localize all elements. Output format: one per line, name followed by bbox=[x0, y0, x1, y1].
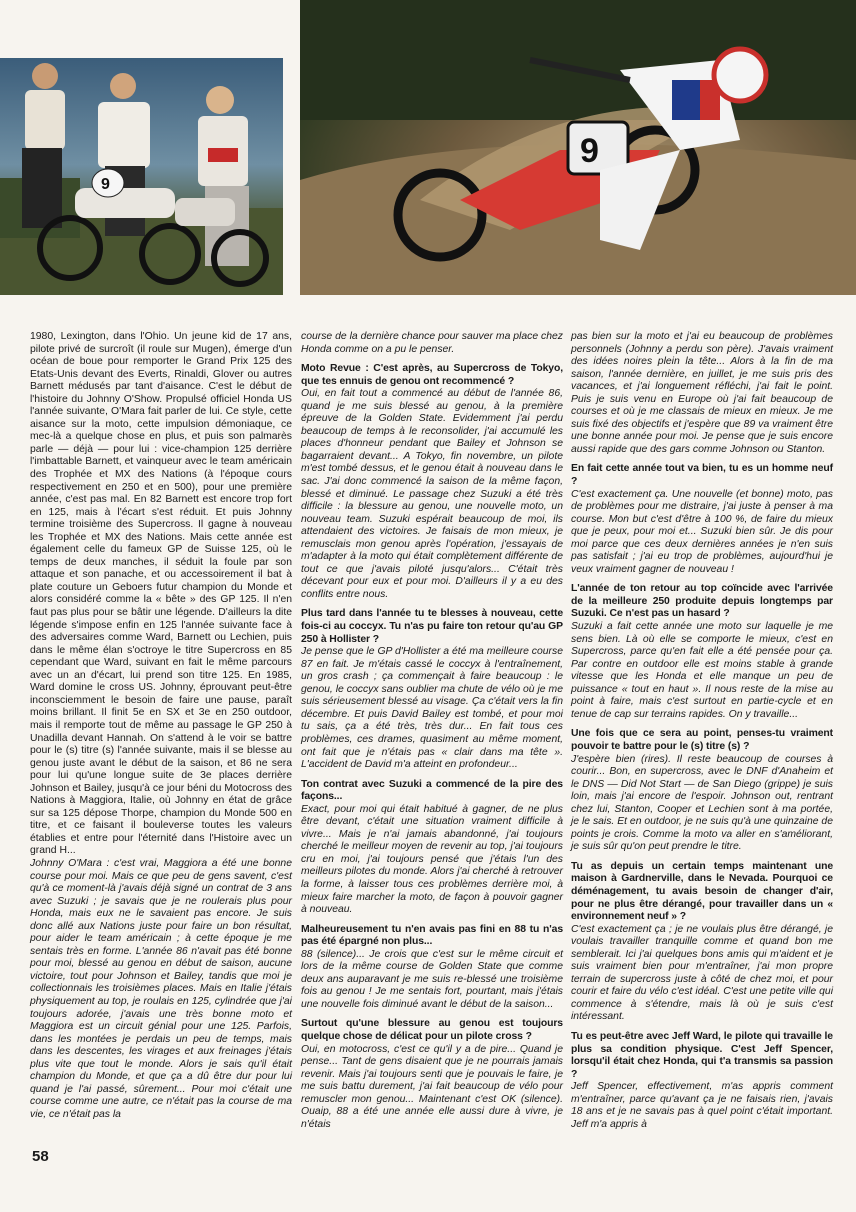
answer-text: 88 (silence)... Je crois que c'est sur le même circuit et lors de la même course de Golden State que comme deux ans auparavant je me suis re-blessé une troisième fois au genou ! Je me sentais fort, pourtant, mais j'étais une nouvelle fois diminué avant le début de la saison... bbox=[301, 948, 563, 1010]
article-column-1 bbox=[30, 331, 292, 1121]
question-text: Plus tard dans l'année tu te blesses à nouveau, cette fois-ci au coccyx. Tu n'as pu faire ton retour qu'au GP 250 à Hollister ? bbox=[301, 608, 563, 645]
article-column-2 bbox=[301, 331, 563, 1131]
rider-action-photo bbox=[300, 0, 856, 295]
question-text: L'année de ton retour au top coïncide avec l'arrivée de la meilleure 250 produite depuis longtemps par Suzuki. Ce n'est pas un hasard ? bbox=[571, 583, 833, 620]
answer-text: Jeff Spencer, effectivement, m'as appris comment m'entraîner, parce qu'avant ça je ne faisais rien, j'avais 18 ans et je ne savais pas à quel point c'était important. Jeff m'a appris à bbox=[571, 1081, 833, 1130]
svg-text:9: 9 bbox=[101, 176, 110, 193]
question-text: Surtout qu'une blessure au genou est toujours quelque chose de délicat pour un pilote cross ? bbox=[301, 1018, 563, 1042]
question-text: Malheureusement tu n'en avais pas fini en 88 tu n'as pas été épargné non plus... bbox=[301, 923, 563, 948]
answer-text: pas bien sur la moto et j'ai eu beaucoup de problèmes personnels (Johnny a perdu son père). J'avais vraiment des idées noires plein la tête... Alors à la fin de ma saison, l'année dernière, en juillet, je me suis pris des vacances, et j'ai longuement réfléchi, j'ai fait le point. Puis je suis venu en Europe où j'ai fait beaucoup de courses et où je me classais de mieux en mieux. Je me suis fixé des objectifs et j'espère que 89 va vraiment être une bonne année pour moi. Je pense que je suis encore aussi rapide que des gars comme Johnson ou Stanton. bbox=[571, 331, 833, 455]
question-text: Tu as depuis un certain temps maintenant une maison à Gardnerville, dans le Nevada. Pourquoi ce déménagement, tu avais besoin de changer d'air, pour ne plus être dérangé, pour travailler dans un « environnement neuf » ? bbox=[571, 860, 833, 923]
answer-text: C'est exactement ça ; je ne voulais plus être dérangé, je voulais travailler tranquille comme et quand bon me semblerait. Ici j'ai quelques bons amis qui m'aident et je suis vraiment bien pour m'entraîner, j'ai mon propre terrain de supercross juste à côté de chez moi, et pour courir et faire du vélo c'est idéal. C'est une petite ville qui commence à s'étendre, mais là où je suis c'est intéressant. bbox=[571, 923, 833, 1023]
question-text: Tu es peut-être avec Jeff Ward, le pilote qui travaille le plus sa condition physique. C'est Jeff Spencer, lorsqu'il était chez Honda, qui t'a transmis sa passion ? bbox=[571, 1030, 833, 1080]
answer-text: Exact, pour moi qui était habitué à gagner, de ne plus être devant, c'était une situation vraiment difficile à vivre... Mais je n'ai jamais abandonné, j'ai toujours cherché le meilleur moyen de revenir au top, j'ai toujours cru en moi, j'ai toujours pensé que j'étais l'un des meilleurs pilotes du monde. Alors j'ai cherché à retrouver la forme, à laisser tous ces problèmes derrière moi, à mieux faire marcher la moto, de façon à pouvoir gagner à nouveau. bbox=[301, 803, 563, 916]
article-column-3 bbox=[571, 331, 833, 1131]
answer-text: Oui, en fait tout a commencé au début de l'année 86, quand je me suis blessé au genou, à la première épreuve de la Golden State. Evidemment j'ai perdu beaucoup de temps à le reconsolider, j'ai accumulé les places d'honneur pendant que Bailey et Johnson se bagarraient devant... A Tokyo, fin novembre, un pilote m'est tombé dessus, et le genou était à nouveau dans le sac. J'ai donc commencé la saison de la même façon, blessé et diminué. Le passage chez Suzuki a été très difficile : la blessure au genou, une nouvelle moto, un nouveau team. Suzuki espérait beaucoup de moi, ils attendaient des victoires. Je faisais de mon mieux, je remusclais mon genou après l'opération, j'essayais de m'adapter à la moto qui était complètement différente de tout ce que j'avais piloté jusqu'alors... C'était très décevant pour eux et pour moi. D'ailleurs il y a eu des conflits entre nous. bbox=[301, 388, 563, 600]
rider-action-photo-art bbox=[300, 0, 856, 295]
answer-text: Oui, en motocross, c'est ce qu'il y a de pire... Quand je pense... Tant de gens disaient que je ne pourrais jamais revenir. Mais j'ai toujours senti que je pouvais le faire, je me suis battu durement, j'ai fait beaucoup de vélo pour remuscler mon genou... Maintenant c'est OK (silence). Ouaip, 88 a été une année elle aussi dure à vivre, je n'étais bbox=[301, 1043, 563, 1130]
answer-text: Je pense que le GP d'Hollister a été ma meilleure course 87 en fait. Je m'étais cassé le coccyx à l'entraînement, un gros crash ; ça commençait à faire beaucoup : le genou, le coccyx sans oublier ma chute de vélo où je me suis sérieusement blessé au visage. Ça c'était vers la fin décembre. Et puis David Bailey est tombé, et pour moi tu sais, ça a été très, très dur... En fait tous ces problèmes, ces drames, quasiment au même moment, ont fait que je n'étais pas « clair dans ma tête ». L'accident de David m'a atteint en profondeur... bbox=[301, 646, 563, 771]
answer-text: course de la dernière chance pour sauver ma place chez Honda comme on a pu le penser. bbox=[301, 331, 563, 355]
question-text: Une fois que ce sera au point, penses-tu vraiment pouvoir te battre pour le (s) titre (s) ? bbox=[571, 728, 833, 752]
answer-text: Johnny O'Mara : c'est vrai, Maggiora a été une bonne course pour moi. Mais ce que peu de gens savent, c'est qu'à ce moment-là j'avais déjà signé un contrat de 3 ans avec Suzuki ; je savais que je ne roulerais plus pour Honda, mais eux ne le savaient pas encore. Je suis donc allé aux Nations juste pour faire un bon résultat, pour aider le team américain ; à cette époque je me sentais très en forme. L'année 86 n'avait pas été bonne pour moi, blessé au genou en début de saison, aucune victoire, tout pour Johnson et Bailey, tandis que moi je collectionnais les troisièmes places. Mais en Italie j'étais physiquement au top, je roulais en 125, cylindrée que j'ai toujours adorée, j'avais une très bonne moto et Maggiora est un circuit génial pour une 125. Parfois, dans les montées je perdais un peu de temps, mais dans les descentes, les virages et aux freinages j'étais plus vite que tout le monde. Alors je sais qu'il était champion du Monde, et que ça a dû être dur pour lui quand je l'ai passé, sûrement... Pour moi c'était une course comme une autre, ce n'était pas la course de ma vie, ce n'était pas la bbox=[30, 857, 292, 1120]
answer-text: J'espère bien (rires). Il reste beaucoup de courses à courir... Bon, en supercross, avec le DNF d'Anaheim et le DNS — Did Not Start — de San Diego (grippe) je suis loin, mais j'ai encore de l'espoir. Johnson out, rentrant chez lui, Stanton, Cooper et Lechien sont à ma portée, je le sais. Et en outdoor, je ne suis qu'à une quinzaine de points je crois. Comme la moto va aller en s'améliorant, je suis sûr qu'on peut prendre le titre. bbox=[571, 753, 833, 853]
riders-group-photo-art bbox=[0, 58, 283, 295]
intro-paragraph: 1980, Lexington, dans l'Ohio. Un jeune kid de 17 ans, pilote privé de surcroît (il roule sur Mugen), émerge d'un océan de boue pour remporter le Grand Prix 125 des Etats-Unis devant des Everts, Rinaldi, Glover ou autres Barnett médusés par tant d'aisance. C'est le début de l'histoire du Johnny O'Show. Propulsé officiel Honda US l'année suivante, O'Mara fait parler de lui. Ce style, cette aisance sur la moto, cette impulsion démoniaque, ce mec-là a quelque chose en plus, et puis son palmarès parle — déjà — pour lui : vice-champion 125 derrière l'imbattable Barnett, et vainqueur avec le team américain des Trophée et MX des Nations (à l'époque cours respectivement en 250 et en 500), pour une première année, c'est pas mal. En 82 Barnett est encore trop fort en 125, mais à l'écart s'est réduit. Et puis Johnny termine troisième des Supercross. Il gagne à nouveau les Trophée et MX des Nations. Mais cette année est également celle du fameux GP de Suisse 125, où le temps de deux manches, il séduit la foule par son attaque et son panache, et ou accessoirement il bat à plate couture un Geboers futur champion du Monde et alors considéré comme la « bête » des GP 125. Il n'en faut pas plus pour se bâtir une légende. D'ailleurs la dite légende s'impose enfin en 125 l'année suivante face à des adversaires comme Ward, Barnett ou Lechien, puis dans le même élan s'octroye le titre Supercross en 85 cependant que Ward, suivant en fait le même parcours avec un an d'écart, lui prend son titre 125. En 1985, Ward domine le cross US. Johnny, éprouvant peut-être inconsciemment le besoin de faire une pause, paraît moins brillant. Il finit 5e en SX et 3e en 250 outdoor, mais il remporte tout de même au passage le GP 250 à Unadilla devant Hannah. On s'attend à le voir se battre pour le (s) titre (s) l'année suivante, mais il se blesse au genou juste avant le début de la saison, et 86 ne sera pour lui qu'une longue suite de 3e places derrière Johnson et Bailey, jusqu'à ce jour béni du Motocross des Nations à Maggiora, Italie, où Johnny en état de grâce sur sa 125 dépose Thorpe, champion du Monde 500 en titre, et ce faisant il bouleverse toutes les valeurs établies et entre pour l'éternité dans l'Histoire avec un grand H... bbox=[30, 331, 292, 857]
question-text: Ton contrat avec Suzuki a commencé de la pire des façons... bbox=[301, 778, 563, 803]
answer-text: Suzuki a fait cette année une moto sur laquelle je me sens bien. Là où elle se comporte le mieux, c'est en Supercross, parce qu'en fait elle a été pensée pour ça. Par contre en outdoor elle est moins stable à grande vitesse que les Honda et elle manque un peu de puissance « tout en haut ». Il nous reste de la mise au point à faire, mais c'est surtout en partie-cycle et en tenue de cap sur terrains rapides. On y travaille... bbox=[571, 621, 833, 720]
question-text: Moto Revue : C'est après, au Supercross de Tokyo, que tes ennuis de genou ont recommencé ? bbox=[301, 363, 563, 387]
answer-text: C'est exactement ça. Une nouvelle (et bonne) moto, pas de problèmes pour me distraire, j'ai juste à penser à ma course. Mon but c'est d'être à 100 %, de faire du mieux que je peux, pour moi et... Suzuki bien sûr. Je dis pour moi parce que ces deux dernières années je n'en suis pas satisfait ; j'ai eu trop de problèmes, aujourd'hui je veux vraiment gagner de nouveau ! bbox=[571, 488, 833, 575]
riders-group-photo bbox=[0, 58, 283, 295]
svg-text:9: 9 bbox=[580, 132, 599, 170]
question-text: En fait cette année tout va bien, tu es un homme neuf ? bbox=[571, 463, 833, 488]
page-number: 58 bbox=[32, 1148, 49, 1165]
